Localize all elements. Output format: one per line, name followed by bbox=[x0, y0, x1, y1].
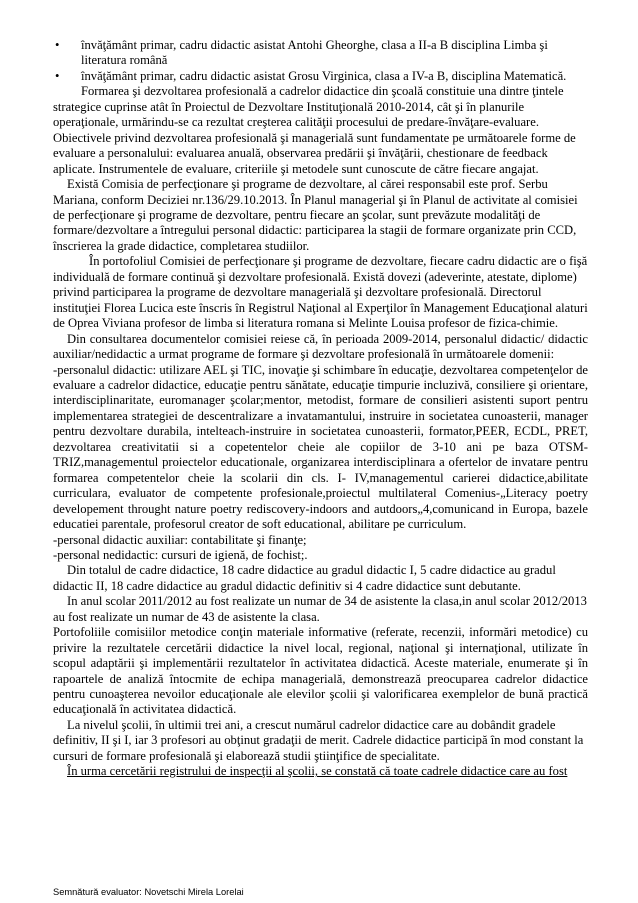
list-item-text: învăţământ primar, cadru didactic asistat Grosu Virginica, clasa a IV-a B, disciplina Matematică. bbox=[81, 68, 567, 83]
paragraph-personal-didactic: -personalul didactic: utilizare AEL şi TIC, inovaţie şi schimbare în educaţie, dezvoltarea competenţelor de evaluare a cadrelor didactice, educaţie pentru sănătate, educaţie timpurie incluzivă, consiliere şi orientare, interdisciplinaritate, euromanager şcolar;mentor, metodist, formare de consilieri asistenti suport pentru implementarea strategiei de descentralizare a invatamantului, instruire in societatea cunoasterii, manager pentru dezvoltare durabila, intelteach-instruire in societatea cunoasterii, formator,PEER, ECDL, PRET, dezvoltarea creativitatii si a copetentelor cheie ale copiilor de 3-10 ani pe baza OTSM-TRIZ,managementul proiectelor educationale, organizarea interdisciplinara a ofertelor de invatare pentru formarea competentelor cheie la scolarii din cls. I- IV,managementul carierei didactice,abilitate curriculara, evaluator de competente profesionale,proiectul multilateral Comenius-„Literacy poetry developement throught nature poetry rediscovery-indoors and autdoors„4,comunicand in Europa, bazele educatiei parentale, profesorul creator de soft educational, abilitare pe curriculum. bbox=[53, 362, 588, 532]
evaluator-signature: Semnătură evaluator: Novetschi Mirela Lorelai bbox=[53, 887, 244, 897]
list-item-text: învăţământ primar, cadru didactic asistat Antohi Gheorghe, clasa a II-a B disciplina Limba şi literatura română bbox=[81, 38, 548, 68]
bullet-marker: • bbox=[55, 68, 60, 83]
paragraph-comisia: Există Comisia de perfecţionare şi programe de dezvoltare, al cărei responsabil este prof. Serbu Mariana, conform Deciziei nr.136/29.10.2013. În Planul managerial şi în Planul de activitate al comisiei de perfecţionare şi programe de dezvoltare, pentru fiecare an şcolar, sunt prevăzute modalităţi de formare/dezvoltare a întregului personal didactic: participarea la stagii de formare organizate prin CCD, înscrierea la grade didactice, completarea studiilor. bbox=[53, 177, 578, 253]
paragraph-portofoliu: În portofoliul Comisiei de perfecţionare şi programe de dezvoltare, fiecare cadru didactic are o fişă individuală de formare continuă şi dezvoltare profesională. Există dovezi (adeverinte, atestate, diplome) privind participarea la programe de dezvoltare managerială şi dezvoltare profesională. Directorul instituţiei Florea Lucica este înscris în Registrul Naţional al Experţilor în Management Educaţional alaturi de Oprea Viviana profesor de limba si literatura romana si Melinte Louisa profesor de fizica-chimie. bbox=[53, 254, 588, 331]
paragraph-personal-auxiliar: -personal didactic auxiliar: contabilitate şi finanţe; bbox=[53, 532, 307, 547]
paragraph-formare: Formarea şi dezvoltarea profesională a cadrelor didactice din şcoală constituie una dintre ţintele strategice cuprinse atât în Proiectul de Dezvoltare Instituţională 2010-2014, cât şi în planurile operaţionale, urmărindu-se ca rezultat creşterea calităţii procesului de predare-învăţare-evaluare. Obiectivele privind dezvoltarea profesională şi managerială sunt fundamentate pe următoarele forme de evaluare a personalului: evaluarea anuală, observarea predării şi învăţării, chestionare de feedback aplicate. Instrumentele de evaluare, criteriile şi metodele sunt cunoscute de către fiecare angajat. bbox=[53, 84, 576, 176]
paragraph-grade-didactice: Din totalul de cadre didactice, 18 cadre didactice au gradul didactic I, 5 cadre didactice au gradul didactic II, 18 cadre didactice au gradul didactic definitiv si 4 cadre didactice sunt debutante. bbox=[53, 563, 556, 593]
paragraph-portofolii-comisii: Portofoliile comisiilor metodice conţin materiale informative (referate, recenzii, informări metodice) cu privire la rezultatele cercetării didactice la nivel local, regional, naţional şi internaţional, utilizate în scopul adaptării şi implementării rezultatelor în activitatea didactică. Aceste materiale, enumerate şi în rapoartele de analiză întocmite de echipa managerială, demonstrează preocuparea cadrelor didactice pentru cunoaşterea nevoilor educaţionale ale elevilor şcolii şi valorificarea exemplelor de bună practică educaţională în activitatea didactică. bbox=[53, 625, 588, 717]
paragraph-registru-inspectii: În urma cercetării registrului de inspecţii al şcolii, se constată că toate cadrele didactice care au fost bbox=[67, 764, 568, 779]
paragraph-consultare: Din consultarea documentelor comisiei reiese că, în perioada 2009-2014, personalul didactic/ didactic auxiliar/nedidactic a urmat programe de formare şi dezvoltare profesională în următoarele domenii: bbox=[53, 331, 588, 362]
paragraph-personal-nedidactic: -personal nedidactic: cursuri de igienă, de fochist;. bbox=[53, 547, 308, 562]
paragraph-asistente: In anul scolar 2011/2012 au fost realizate un numar de 34 de asistente la clasa,in anul scolar 2012/2013 au fost realizate un numar de 43 de asistente la clasa. bbox=[53, 594, 587, 624]
bullet-marker: • bbox=[55, 38, 60, 52]
list-item bbox=[53, 38, 588, 69]
paragraph-nivel-scoala: La nivelul şcolii, în ultimii trei ani, a crescut numărul cadrelor didactice care au dobândit gradele definitiv, II şi I, iar 3 profesori au obţinut gradaţii de merit. Cadrele didactice participă în mod constant la cursuri de formare profesională şi elaborează studii ştiinţifice de specialitate. bbox=[53, 717, 584, 763]
list-item bbox=[53, 69, 588, 84]
document-body bbox=[53, 38, 588, 780]
